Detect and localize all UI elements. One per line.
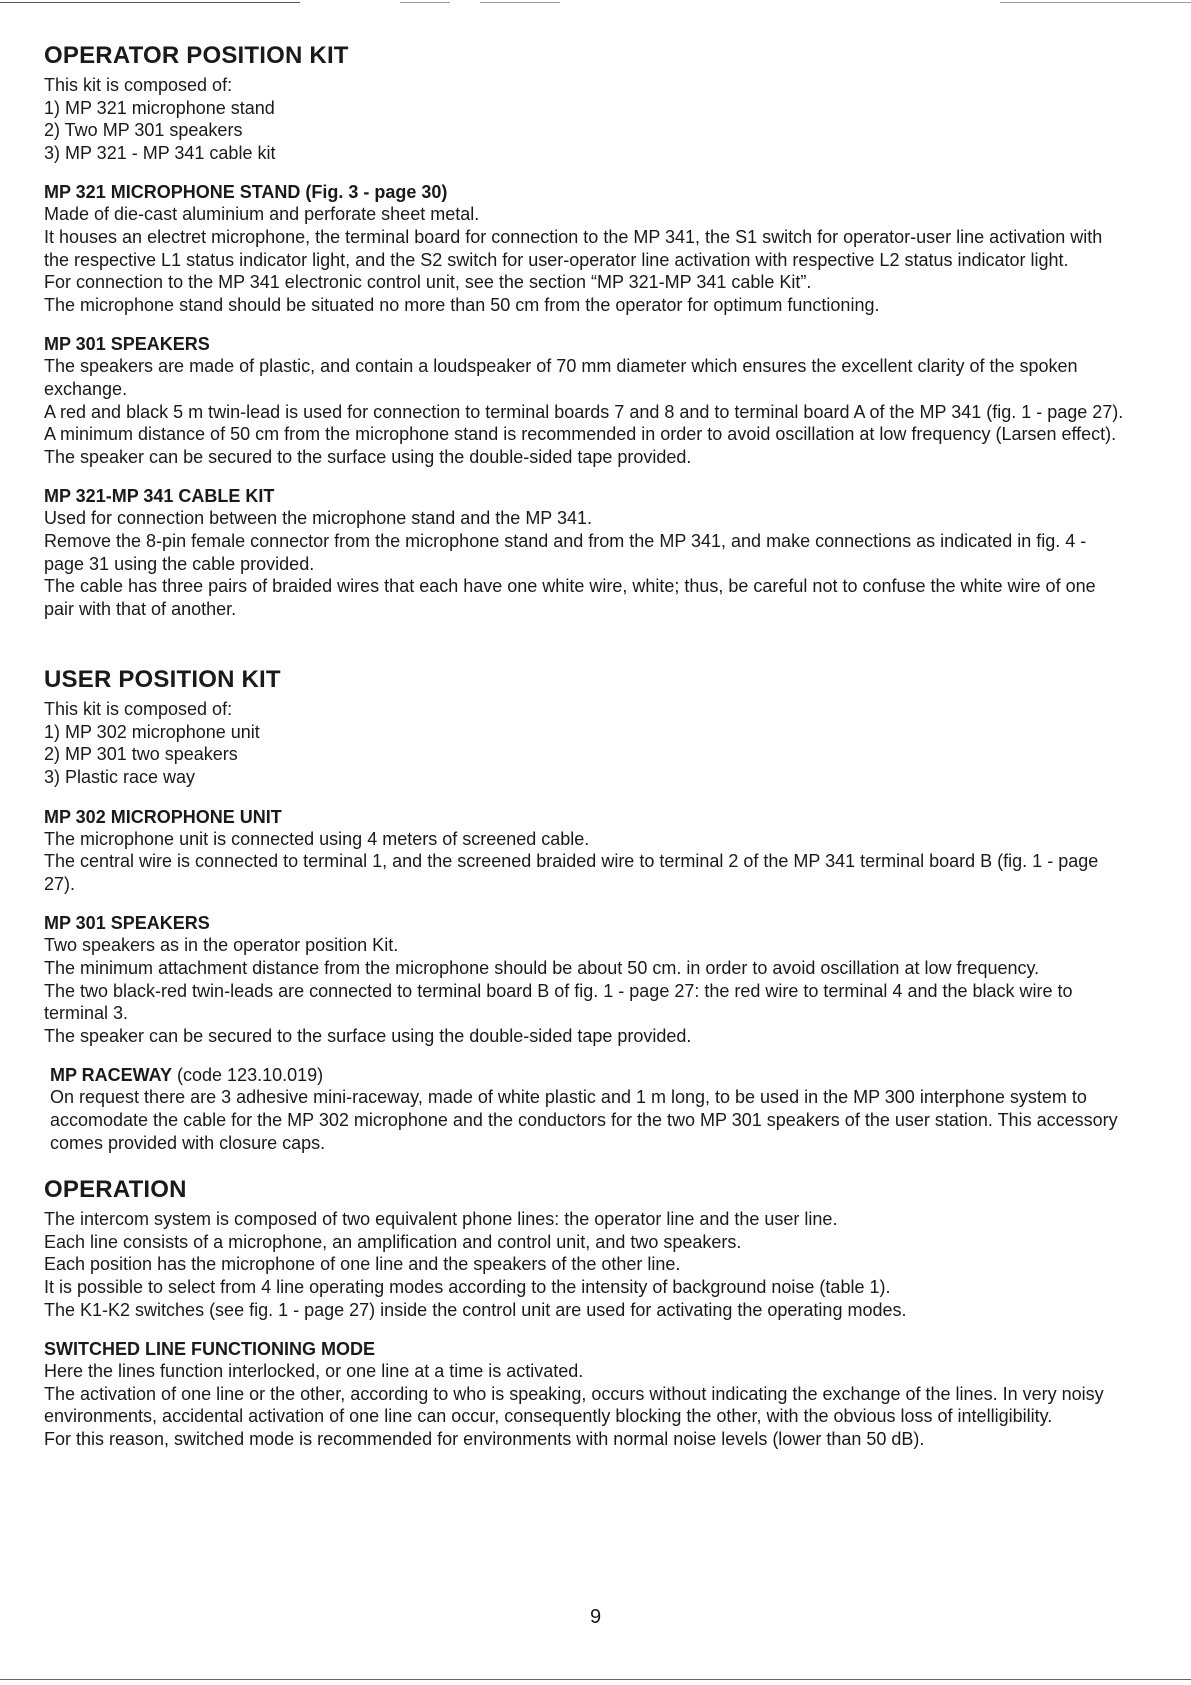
manual-page	[44, 42, 1130, 1451]
user-kit-list	[44, 721, 1130, 789]
cable-kit-section	[44, 486, 1130, 620]
operator-kit-list	[44, 97, 1130, 165]
operation-section	[44, 1176, 1130, 1321]
paragraph: On request there are 3 adhesive mini-raceway, made of white plastic and 1 m long, to be used in the MP 300 interphone system to accomodate the cable for the MP 302 microphone and the conductors for the two MP 301 speakers of the user station. This accessory comes provided with closure caps.	[50, 1087, 1118, 1153]
user-kit-intro: This kit is composed of:	[44, 699, 233, 720]
operator-kit-intro: This kit is composed of:	[44, 75, 233, 95]
spacer	[44, 1047, 1130, 1065]
page-number: 9	[589, 1606, 602, 1628]
mp301-user-title: MP 301 SPEAKERS	[44, 913, 210, 934]
paragraph: For this reason, switched mode is recommended for environments with normal noise levels (lower than 50 dB).	[44, 1428, 925, 1449]
raceway-title-code: (code 123.10.019)	[172, 1065, 324, 1086]
paragraph: For connection to the MP 341 electronic control unit, see the section “MP 321-MP 341 cable Kit”.	[44, 272, 812, 293]
paragraph: The intercom system is composed of two equivalent phone lines: the operator line and the user line.	[44, 1209, 838, 1230]
operator-kit-section	[44, 42, 1130, 164]
paragraph: The K1-K2 switches (see fig. 1 - page 27) inside the control unit are used for activating the operating modes.	[44, 1299, 907, 1320]
raceway-title	[50, 1065, 1130, 1086]
paragraph: Here the lines function interlocked, or one line at a time is activated.	[44, 1361, 584, 1382]
raceway-section	[44, 1065, 1130, 1154]
spacer	[44, 164, 1130, 182]
list-item: 2) MP 301 two speakers	[44, 744, 238, 765]
paragraph: It is possible to select from 4 line operating modes according to the intensity of background noise (table 1).	[44, 1276, 891, 1297]
list-item: 3) Plastic race way	[44, 767, 196, 788]
switched-mode-title: SWITCHED LINE FUNCTIONING MODE	[44, 1339, 375, 1360]
paragraph: The activation of one line or the other, according to who is speaking, occurs without indicating the exchange of the lines. In very noisy environments, accidental activation of one line can occur, consequently blocking the other, with the obvious loss of intelligibility.	[44, 1383, 1104, 1427]
list-item: 1) MP 321 microphone stand	[44, 97, 275, 118]
paragraph: The cable has three pairs of braided wires that each have one white wire, white; thus, be careful not to confuse the white wire of one pair with that of another.	[44, 576, 1096, 619]
paragraph: The speaker can be secured to the surface using the double-sided tape provided.	[44, 1025, 692, 1046]
paragraph: Each position has the microphone of one line and the speakers of the other line.	[44, 1254, 681, 1275]
mp302-unit-title: MP 302 MICROPHONE UNIT	[44, 806, 282, 827]
raceway-title-name: MP RACEWAY	[50, 1065, 173, 1086]
paragraph: The two black-red twin-leads are connected to terminal board B of fig. 1 - page 27: the red wire to terminal 4 and the black wire to terminal 3.	[44, 980, 1073, 1024]
spacer	[44, 1154, 1130, 1176]
spacer	[44, 895, 1130, 913]
mp321-stand-section	[44, 182, 1130, 316]
paragraph: A red and black 5 m twin-lead is used for connection to terminal boards 7 and 8 and to terminal board A of the MP 341 (fig. 1 - page 27). A minimum distance of 50 cm from the microphone stand is recommended in order to avoid oscillation at low frequency (Larsen effect). The speaker can be secured to the surface using the double-sided tape provided.	[44, 401, 1124, 467]
paragraph: Used for connection between the microphone stand and the MP 341.	[44, 508, 593, 529]
paragraph: Each line consists of a microphone, an amplification and control unit, and two speakers.	[44, 1231, 742, 1252]
paragraph: The central wire is connected to terminal 1, and the screened braided wire to terminal 2 of the MP 341 terminal board B (fig. 1 - page 27).	[44, 851, 1099, 894]
mp301-operator-section	[44, 334, 1130, 468]
paragraph: The speakers are made of plastic, and contain a loudspeaker of 70 mm diameter which ensures the excellent clarity of the spoken exchange.	[44, 356, 1078, 399]
operation-title: OPERATION	[44, 1176, 187, 1204]
cable-kit-title: MP 321-MP 341 CABLE KIT	[44, 486, 275, 507]
paragraph: Remove the 8-pin female connector from the microphone stand and from the MP 341, and make connections as indicated in fig. 4 - page 31 using the cable provided.	[44, 530, 1087, 574]
list-item: 3) MP 321 - MP 341 cable kit	[44, 142, 276, 163]
paragraph: Two speakers as in the operator position Kit.	[44, 935, 399, 956]
mp301-operator-title: MP 301 SPEAKERS	[44, 334, 210, 355]
paragraph: It houses an electret microphone, the terminal board for connection to the MP 341, the S1 switch for operator-user line activation with the respective L1 status indicator light, and the S2 switch for user-operator line activation with respective L2 status indicator light.	[44, 226, 1103, 270]
spacer	[44, 1321, 1130, 1339]
switched-mode-section	[44, 1339, 1130, 1450]
user-kit-section	[44, 666, 1130, 788]
spacer	[44, 468, 1130, 486]
paragraph: The microphone stand should be situated no more than 50 cm from the operator for optimum functioning.	[44, 294, 880, 315]
spacer	[44, 789, 1130, 807]
paragraph: Made of die-cast aluminium and perforate sheet metal.	[44, 204, 480, 225]
mp301-user-section	[44, 913, 1130, 1047]
spacer	[44, 316, 1130, 334]
operator-kit-title: OPERATOR POSITION KIT	[44, 42, 349, 69]
bottom-scan-rule	[0, 1679, 1191, 1680]
user-kit-title: USER POSITION KIT	[44, 666, 281, 694]
mp321-stand-title: MP 321 MICROPHONE STAND (Fig. 3 - page 30)	[44, 182, 448, 203]
spacer	[44, 620, 1130, 666]
list-item: 2) Two MP 301 speakers	[44, 120, 243, 141]
mp302-unit-section	[44, 807, 1130, 896]
list-item: 1) MP 302 microphone unit	[44, 721, 260, 742]
top-scan-rule	[0, 2, 1191, 3]
paragraph: The microphone unit is connected using 4 meters of screened cable.	[44, 828, 590, 849]
paragraph: The minimum attachment distance from the microphone should be about 50 cm. in order to avoid oscillation at low frequency.	[44, 958, 1040, 979]
